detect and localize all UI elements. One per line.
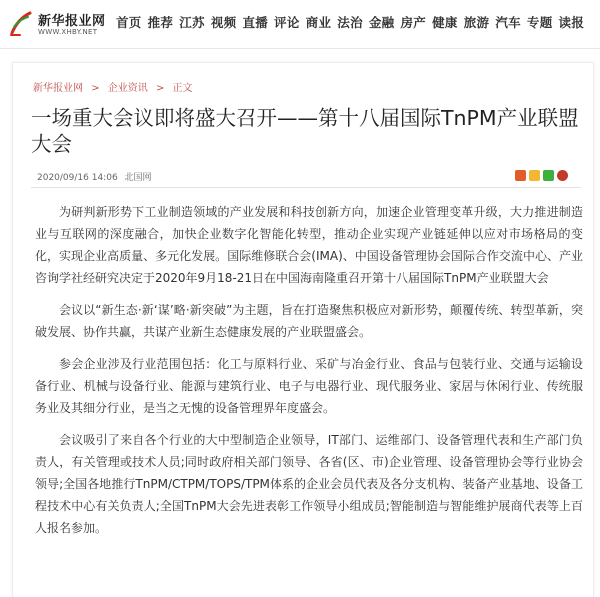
nav-item-business[interactable]: 商业 [305,15,332,30]
share-wechat-icon[interactable] [543,170,554,181]
article-date: 2020/09/16 14:06 [37,173,118,183]
nav-item-recommend[interactable]: 推荐 [147,15,174,30]
nav-item-home[interactable]: 首页 [116,15,142,30]
nav-item-jiangsu[interactable]: 江苏 [179,15,205,30]
article-paragraph: 会议以“新生态·新‘谋’略·新突破”为主题，旨在打造聚焦积极应对新形势，颠覆传统、转型革新，突破发展、协作共赢，共谋产业新生态健康发展的产业联盟盛会。 [35,303,583,339]
article-paragraph: 参会企业涉及行业范围包括：化工与原料行业、采矿与冶金行业、食品与包装行业、交通与运输设备行业、机械与设备行业、能源与建筑行业、电子与电器行业、现代服务业、家居与休闲行业、传统服务业及其细分行业，是当之无愧的设备管理界年度盛会。 [35,357,583,415]
share-sina-icon[interactable] [515,170,526,181]
nav-item-travel[interactable]: 旅游 [463,15,490,30]
nav-item-law[interactable]: 法治 [337,15,363,30]
share-qzone-icon[interactable] [529,170,540,181]
logo-url: WWW.XHBY.NET [38,28,98,36]
logo-mark-icon [8,9,34,37]
article-card [12,62,594,597]
article-meta [37,170,156,183]
nav-item-finance[interactable]: 金融 [368,15,395,30]
nav-item-live[interactable]: 直播 [242,15,269,30]
main-nav [116,13,590,31]
article-source: 北国网 [124,173,152,183]
nav-item-auto[interactable]: 汽车 [495,15,521,30]
site-header [0,0,600,49]
share-weibo-icon[interactable] [557,170,568,181]
breadcrumb-separator: > [155,83,165,94]
nav-item-comment[interactable]: 评论 [274,15,300,30]
breadcrumb-separator: > [91,83,100,94]
divider [31,187,581,188]
nav-item-epaper[interactable]: 读报 [558,15,585,30]
logo-name: 新华报业网 [38,14,106,29]
article-title: 一场重大会议即将盛大召开——第十八届国际TnPM产业联盟大会 [31,106,579,156]
nav-item-topics[interactable]: 专题 [526,15,553,30]
share-bar [515,170,568,181]
article-body [35,201,583,549]
breadcrumb-item-site[interactable]: 新华报业网 [33,83,83,94]
breadcrumb-item-current: 正文 [172,83,193,94]
nav-item-health[interactable]: 健康 [432,15,458,30]
breadcrumb [33,79,198,94]
article-paragraph: 为研判新形势下工业制造领域的产业发展和科技创新方向，加速企业管理变革升级，大力推进制造业与互联网的深度融合，加快企业数字化智能化转型，推动企业实现产业链延伸以应对市场格局的变化，实现企业高质量、多元化发展。国际维修联合会(IMA)、中国设备管理协会国际合作交流中心、产业咨询学社经研究决定于2020年9月18-21日在中国海南隆重召开第十八届国际TnPM产业联盟大会 [35,205,583,285]
article-paragraph: 会议吸引了来自各个行业的大中型制造企业领导，IT部门、运维部门、设备管理代表和生产部门负责人，有关管理或技术人员;同时政府相关部门领导、各省(区、市)企业管理、设备管理协会等行业协会领导;全国各地推行TnPM/CTPM/TOPS/TPM体系的企业会员代表及各分支机构、装备产业基地、设备工程技术中心有关负责人;全国TnPM大会先进表彰工作领导小组成员;智能制造与智能维护展商代表等上百人报名参加。 [35,433,583,535]
nav-item-property[interactable]: 房产 [400,15,427,30]
nav-item-video[interactable]: 视频 [210,15,237,30]
site-logo[interactable] [6,6,116,44]
breadcrumb-item-category[interactable]: 企业资讯 [107,83,148,94]
